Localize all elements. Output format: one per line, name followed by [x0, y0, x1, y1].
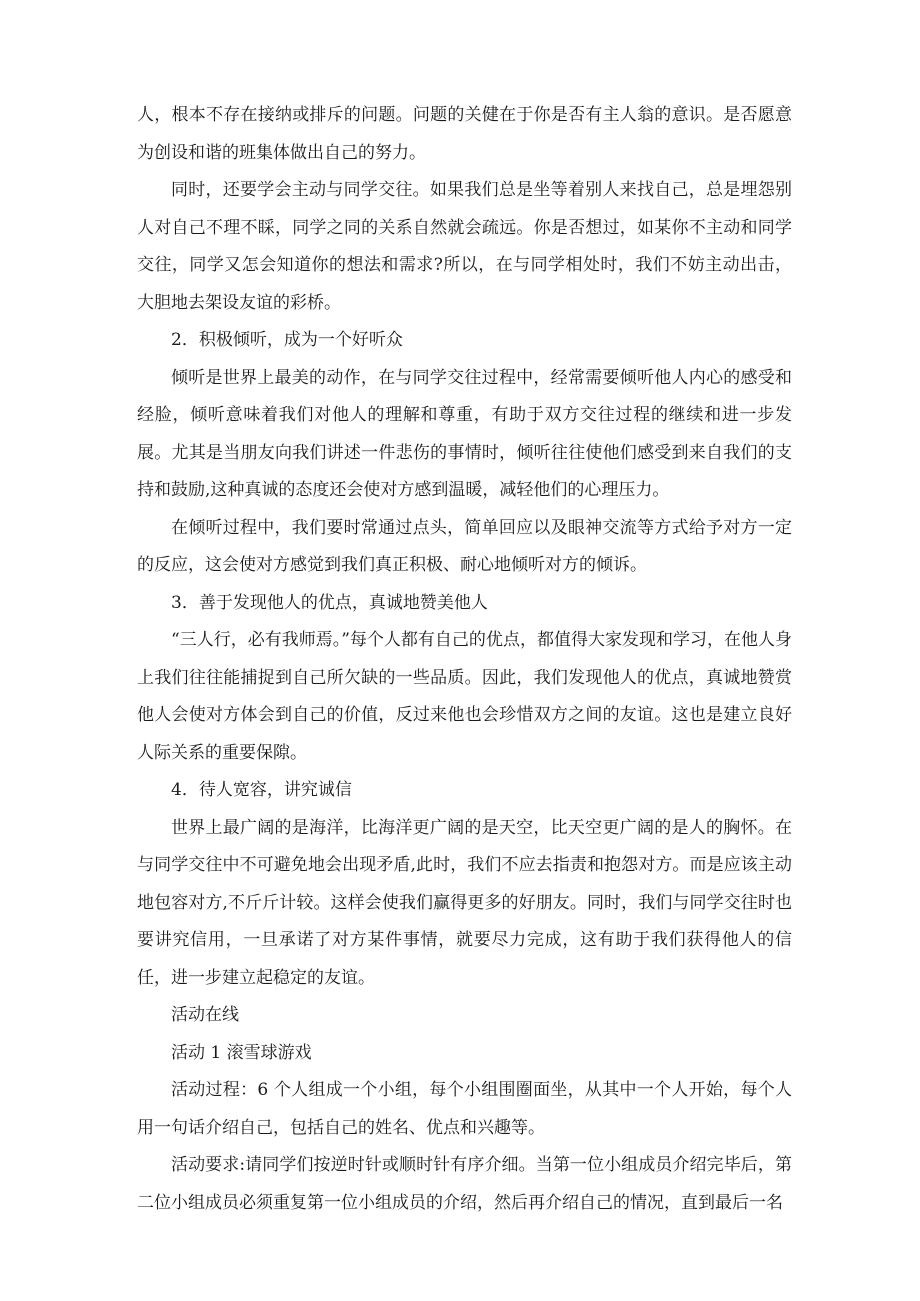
paragraph-listening-intro: 倾听是世界上最美的动作，在与同学交往过程中，经常需要倾听他人内心的感受和经脸，倾听意味着我们对他人的理解和尊重，有助于双方交往过程的继续和进一步发展。尤其是当朋友向我们讲述一件悲伤的事情时，倾听往往使他们感受到来自我们的支持和鼓励,这种真诚的态度还会使对方感到温暖，减轻他们的心理压力。	[137, 367, 792, 500]
paragraph-take-initiative: 同时，还要学会主动与同学交往。如果我们总是坐等着别人来找自己，总是埋怨别人对自己不理不睬，同学之同的关系自然就会疏远。你是否想过，如某你不主动和同学交往，同学又怎会知道你的想法和需求?所以，在与同学相处时，我们不妨主动出击，大胆地去架设友谊的彩桥。	[137, 180, 792, 313]
heading-praise-others: 3．善于发现他人的优点，真诚地赞美他人	[171, 592, 488, 613]
heading-tolerance-honesty: 4．待人宽容，讲究诚信	[171, 780, 352, 800]
paragraph-activity-requirements: 活动要求:请同学们按逆时针或顺时针有序介细。当第一位小组成员介绍完毕后，第二位小组成员必须重复第一位小组成员的介绍，然后再介绍自己的情况，直到最后一名	[137, 1155, 792, 1213]
paragraph-activity-process: 活动过程：6 个人组成一个小组，每个小组围圈面坐，从其中一个人开始，每个人用一句话介绍自己，包括自己的姓名、优点和兴趣等。	[137, 1080, 792, 1138]
document-body	[137, 97, 792, 1222]
paragraph-praise-others: “三人行，必有我师焉。”每个人都有自己的优点，都值得大家发现和学习，在他人身上我们往往能捕捉到自己所欠缺的一些品质。因此，我们发现他人的优点，真诚地赞赏他人会使对方体会到自己的价值，反过来他也会珍惜双方之间的友谊。这也是建立良好人际关系的重要保隙。	[137, 630, 792, 763]
activity-1-title: 活动 1 滚雪球游戏	[171, 1042, 312, 1063]
paragraph-listening-process: 在倾听过程中，我们要时常通过点头，简单回应以及眼神交流等方式给予对方一定的反应，这会使对方感觉到我们真正积极、耐心地倾听对方的倾诉。	[137, 517, 792, 575]
paragraph-continuation: 人，根本不存在接纳或排斥的问题。问题的关健在于你是否有主人翁的意识。是否愿意为创设和谐的班集体做出自己的努力。	[137, 105, 792, 163]
section-activities-online: 活动在线	[171, 1005, 239, 1025]
heading-active-listening: 2．积极倾听，成为一个好听众	[171, 330, 403, 350]
paragraph-tolerance-honesty: 世界上最广阔的是海洋，比海洋更广阔的是天空，比天空更广阔的是人的胸怀。在与同学交往中不可避免地会出现矛盾,此时，我们不应去指责和抱怨对方。而是应该主动地包容对方,不斤斤计较。这样会使我们赢得更多的好朋友。同时，我们与同学交往时也要讲究信用，一旦承诺了对方某件事情，就要尽力完成，这有助于我们获得他人的信任，进一步建立起稳定的友谊。	[137, 817, 792, 988]
